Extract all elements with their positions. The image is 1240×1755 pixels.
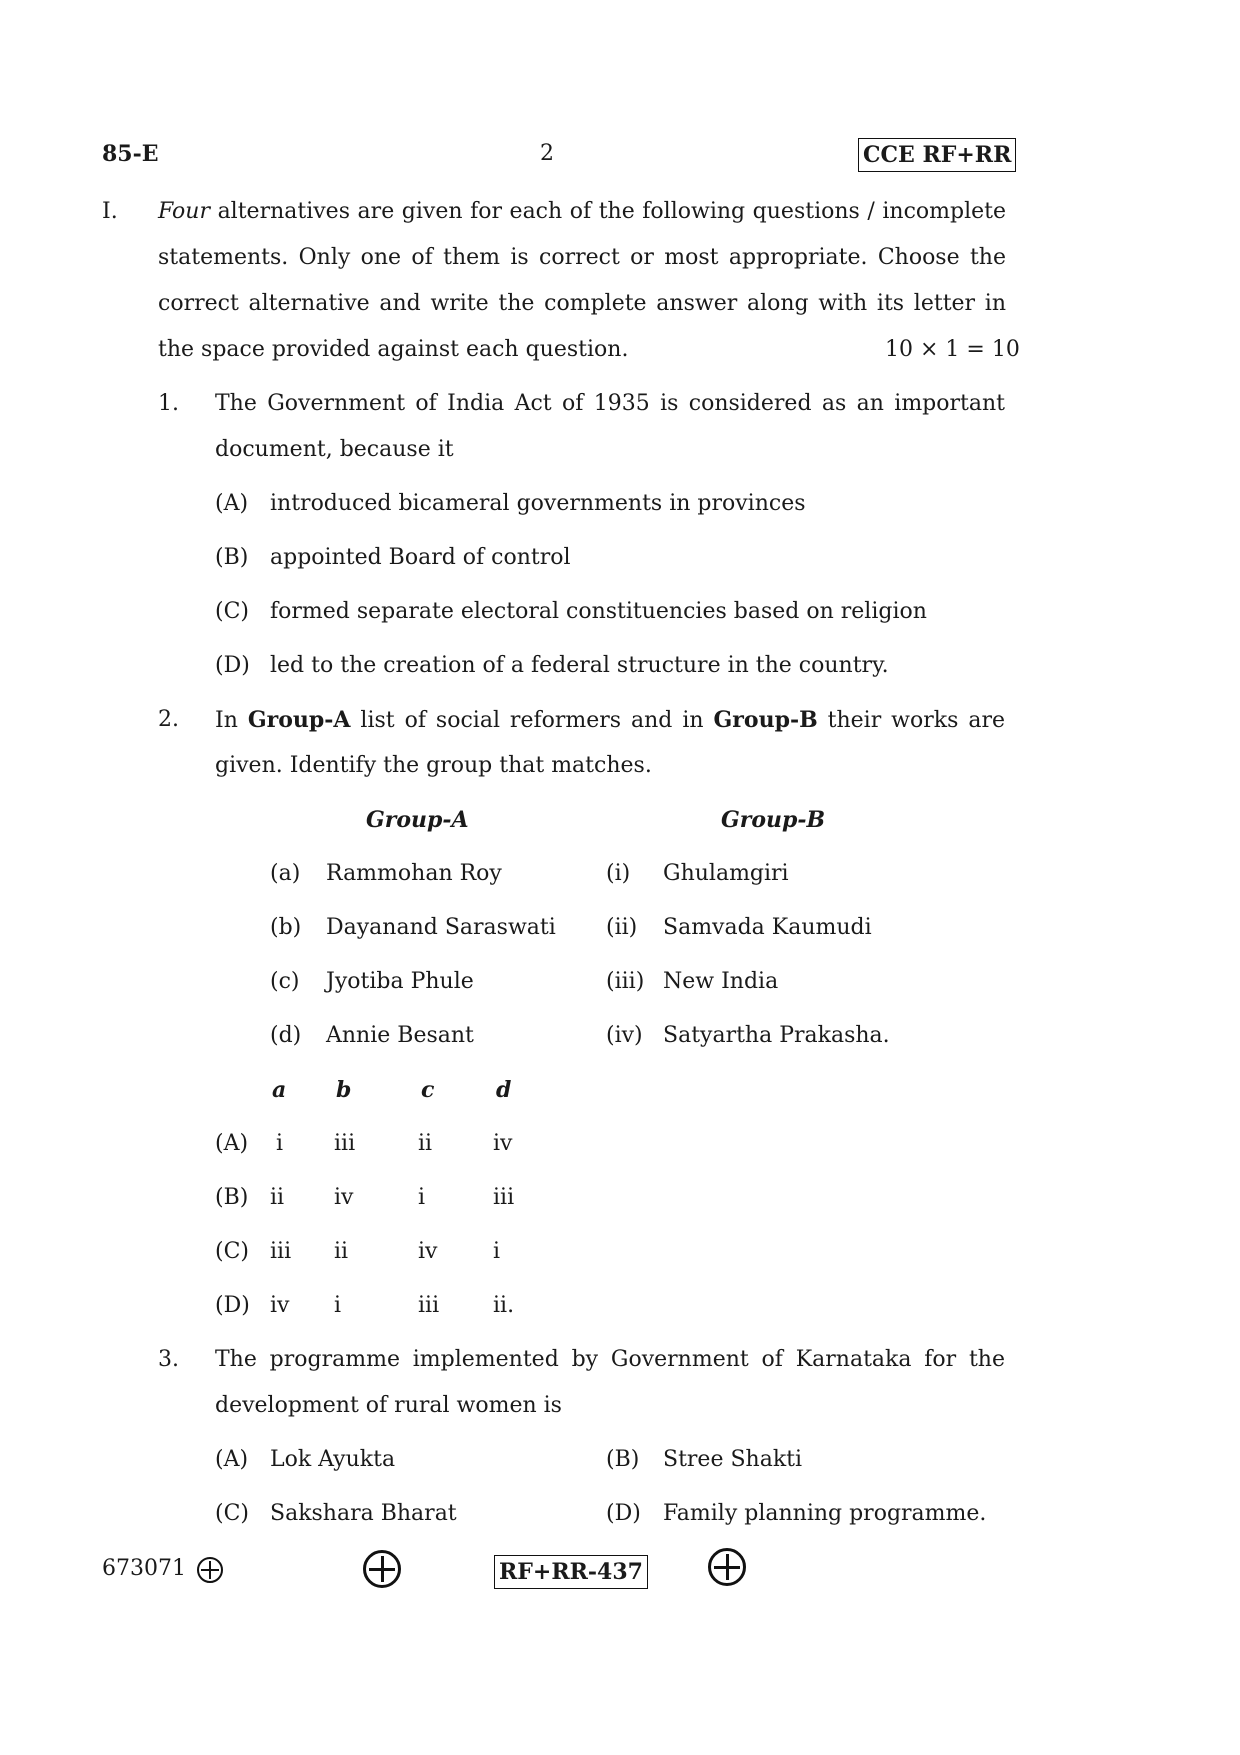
group-b-label-iii: (iii)	[606, 969, 645, 994]
instruction-line-1	[158, 197, 1006, 227]
paper-code-box: CCE RF+RR	[858, 138, 1016, 172]
q2-line-1-part-a: In	[215, 708, 248, 733]
group-b-label-i: (i)	[606, 861, 631, 886]
q1-line-1: The Government of India Act of 1935 is considered as an important	[215, 391, 1005, 416]
q1-option-a-text: introduced bicameral governments in provinces	[270, 491, 806, 516]
instruction-line-4: the space provided against each question.	[158, 337, 629, 362]
q2-option-b-value-c: i	[418, 1185, 426, 1210]
q2-group-a-term: Group-A	[247, 707, 351, 733]
group-a-item-c: Jyotiba Phule	[326, 969, 474, 994]
exam-code: 85-E	[102, 141, 159, 167]
q3-option-c-label: (C)	[215, 1501, 249, 1526]
q2-line-1	[215, 705, 1005, 736]
group-b-item-iv: Satyartha Prakasha.	[663, 1023, 890, 1048]
q1-line-2: document, because it	[215, 437, 454, 462]
section-roman: I.	[102, 199, 118, 224]
q3-line-1: The programme implemented by Government of Karnataka for the	[215, 1347, 1005, 1372]
q2-option-d-value-b: i	[334, 1293, 342, 1318]
q2-option-c-value-a: iii	[270, 1239, 292, 1264]
q2-option-a-value-b: iii	[334, 1131, 356, 1156]
q3-option-d-text: Family planning programme.	[663, 1501, 987, 1526]
q3-option-a-label: (A)	[215, 1447, 249, 1472]
q1-option-c-label: (C)	[215, 599, 249, 624]
q2-option-a-value-d: iv	[493, 1131, 513, 1156]
instruction-line-2: statements. Only one of them is correct or most appropriate. Choose the	[158, 245, 1006, 270]
group-a-item-d: Annie Besant	[326, 1023, 474, 1048]
q3-option-b-text: Stree Shakti	[663, 1447, 803, 1472]
q2-option-b-label: (B)	[215, 1185, 249, 1210]
q1-option-b-text: appointed Board of control	[270, 545, 571, 570]
marks-allocation: 10 × 1 = 10	[885, 337, 1020, 362]
q1-option-b-label: (B)	[215, 545, 249, 570]
q2-option-c-label: (C)	[215, 1239, 249, 1264]
footer-code-box: RF+RR-437	[494, 1555, 648, 1589]
footer-serial: 673071	[102, 1556, 186, 1581]
q2-option-d-value-a: iv	[270, 1293, 290, 1318]
q2-group-b-term: Group-B	[713, 707, 818, 733]
q2-number: 2.	[158, 707, 179, 732]
q2-option-a-label: (A)	[215, 1131, 249, 1156]
group-b-heading: Group-B	[721, 807, 826, 833]
instruction-line-1-text: alternatives are given for each of the following questions / incomplete	[210, 199, 1006, 224]
q2-option-a-value-c: ii	[418, 1131, 433, 1156]
group-b-label-ii: (ii)	[606, 915, 638, 940]
answer-header-a: a	[272, 1077, 287, 1103]
answer-header-c: c	[421, 1077, 435, 1103]
q1-option-a-label: (A)	[215, 491, 249, 516]
q2-option-d-value-d: ii.	[493, 1293, 515, 1318]
q3-option-d-label: (D)	[606, 1501, 641, 1526]
q3-number: 3.	[158, 1347, 179, 1372]
q2-option-d-value-c: iii	[418, 1293, 440, 1318]
q2-option-a-value-a: i	[276, 1131, 284, 1156]
q2-option-d-label: (D)	[215, 1293, 250, 1318]
group-a-label-a: (a)	[270, 861, 301, 886]
group-a-heading: Group-A	[366, 807, 469, 833]
group-b-item-i: Ghulamgiri	[663, 861, 789, 886]
q2-option-c-value-c: iv	[418, 1239, 438, 1264]
group-a-item-b: Dayanand Saraswati	[326, 915, 556, 940]
q3-option-b-label: (B)	[606, 1447, 640, 1472]
page-number: 2	[540, 141, 554, 166]
q1-option-d-label: (D)	[215, 653, 250, 678]
group-b-label-iv: (iv)	[606, 1023, 643, 1048]
registration-mark-icon	[708, 1548, 746, 1586]
q3-line-2: development of rural women is	[215, 1393, 562, 1418]
registration-mark-icon	[363, 1550, 401, 1588]
instruction-italic: Four	[158, 199, 210, 224]
q2-option-b-value-a: ii	[270, 1185, 285, 1210]
q2-option-b-value-d: iii	[493, 1185, 515, 1210]
q3-option-c-text: Sakshara Bharat	[270, 1501, 457, 1526]
q1-option-d-text: led to the creation of a federal structure in the country.	[270, 653, 889, 678]
answer-header-b: b	[336, 1077, 352, 1103]
q1-number: 1.	[158, 391, 179, 416]
q2-line-2: given. Identify the group that matches.	[215, 753, 652, 778]
q3-option-a-text: Lok Ayukta	[270, 1447, 396, 1472]
group-a-label-c: (c)	[270, 969, 300, 994]
registration-mark-icon	[197, 1557, 223, 1583]
group-b-item-ii: Samvada Kaumudi	[663, 915, 872, 940]
q1-option-c-text: formed separate electoral constituencies based on religion	[270, 599, 927, 624]
q2-line-1-part-c: their works are	[817, 708, 1005, 733]
group-a-label-d: (d)	[270, 1023, 302, 1048]
q2-line-1-part-b: list of social reformers and in	[350, 708, 714, 733]
group-a-label-b: (b)	[270, 915, 302, 940]
answer-header-d: d	[496, 1077, 512, 1103]
group-a-item-a: Rammohan Roy	[326, 861, 502, 886]
q2-option-c-value-d: i	[493, 1239, 501, 1264]
instruction-line-3: correct alternative and write the complete answer along with its letter in	[158, 291, 1006, 316]
q2-option-b-value-b: iv	[334, 1185, 354, 1210]
group-b-item-iii: New India	[663, 969, 779, 994]
q2-option-c-value-b: ii	[334, 1239, 349, 1264]
